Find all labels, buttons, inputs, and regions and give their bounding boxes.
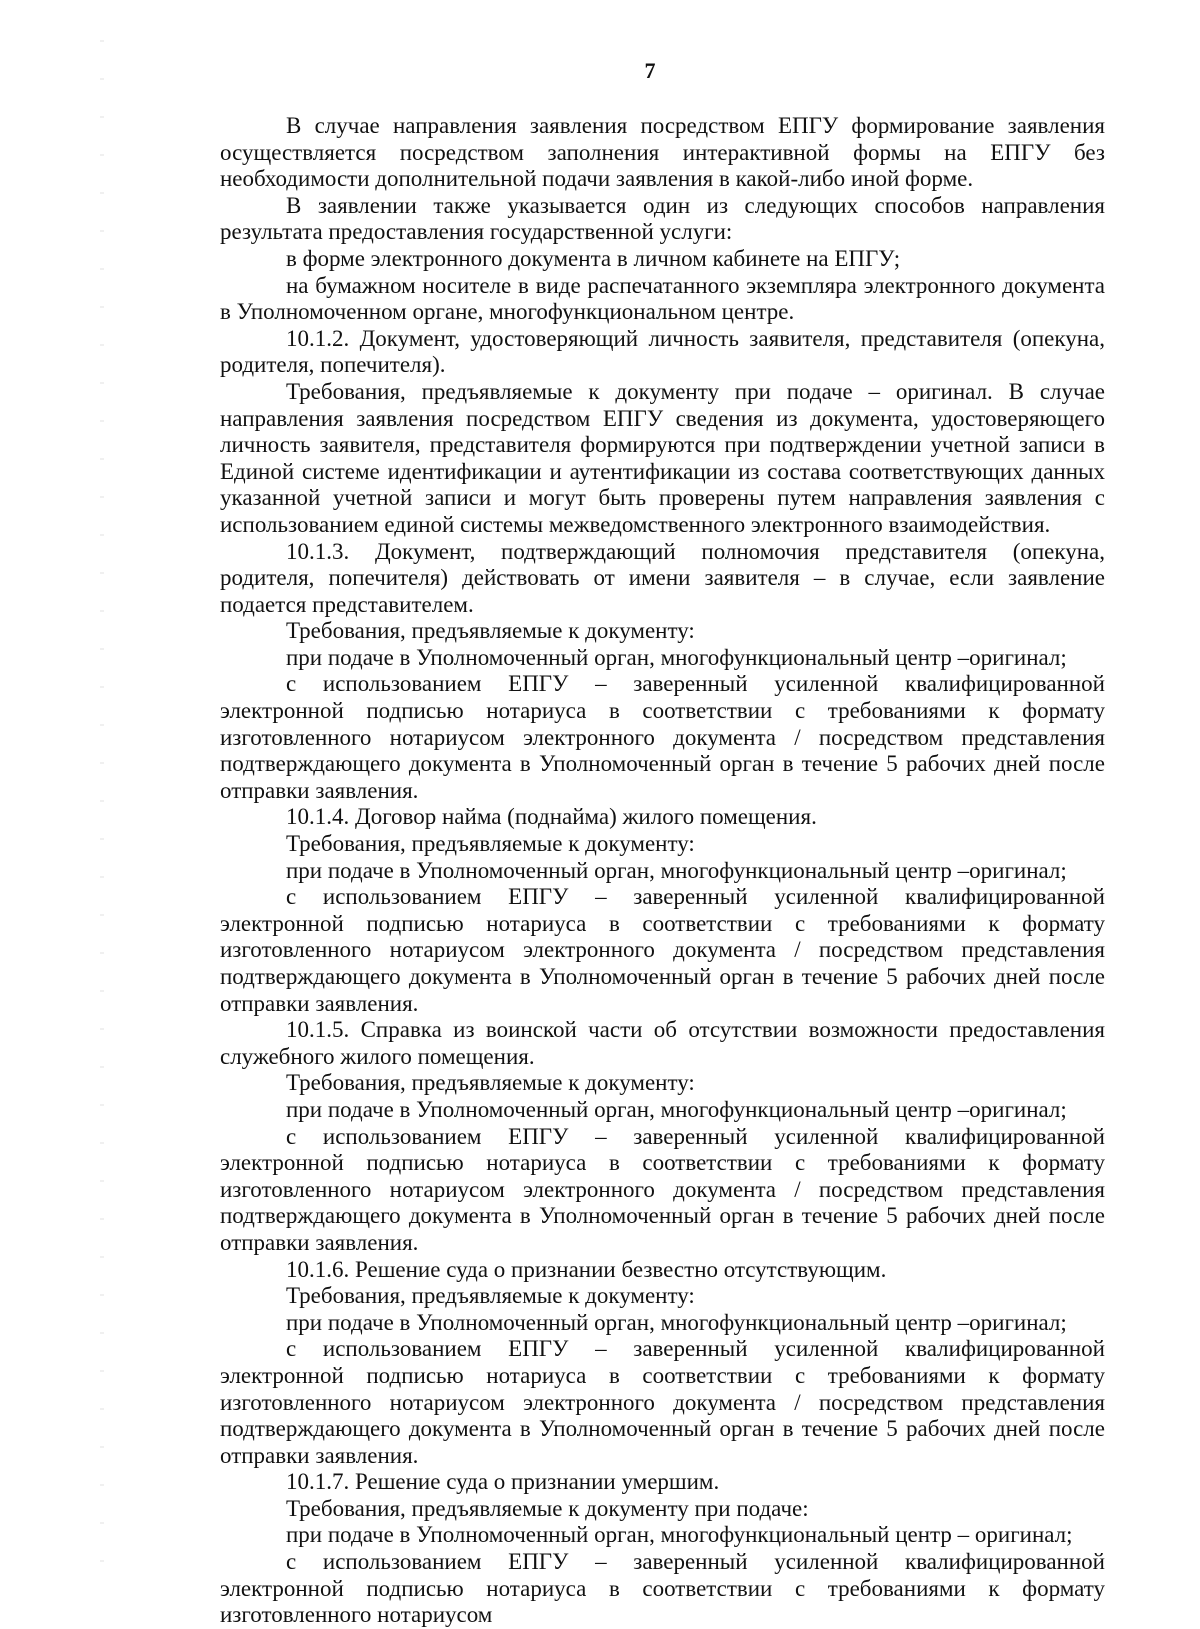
requirements-label: Требования, предъявляемые к документу: xyxy=(286,831,695,857)
scan-edge-artifact xyxy=(100,40,104,1570)
requirement-item: с использованием ЕПГУ – заверенный усиленной квалифицированной электронной подписью нотариуса в соответствии с требованиями к формату изготовленного нотариусом электронного документа / посредством представления подтверждающего документа в Уполномоченный орган в течение 5 рабочих дней после отправки заявления. xyxy=(220,671,1105,803)
section-heading-10-1-7: 10.1.7. Решение суда о признании умершим. xyxy=(286,1469,720,1495)
requirement-item: с использованием ЕПГУ – заверенный усиленной квалифицированной электронной подписью нотариуса в соответствии с требованиями к формату изготовленного нотариусом электронного документа / посредством представления подтверждающего документа в Уполномоченный орган в течение 5 рабочих дней после отправки заявления. xyxy=(220,1123,1105,1255)
requirements-label: Требования, предъявляемые к документу при подаче: xyxy=(286,1495,809,1521)
section-heading-10-1-6: 10.1.6. Решение суда о признании безвестно отсутствующим. xyxy=(286,1256,887,1282)
paragraph: В случае направления заявления посредством ЕПГУ формирование заявления осуществляется посредством заполнения интерактивной формы на ЕПГУ без необходимости дополнительной подачи заявления в какой-либо иной форме. xyxy=(220,113,1105,192)
requirement-item: с использованием ЕПГУ – заверенный усиленной квалифицированной электронной подписью нотариуса в соответствии с требованиями к формату изготовленного нотариусом xyxy=(220,1549,1105,1628)
paragraph: на бумажном носителе в виде распечатанного экземпляра электронного документа в Уполномоченном органе, многофункциональном центре. xyxy=(220,272,1105,325)
paragraph: в форме электронного документа в личном кабинете на ЕПГУ; xyxy=(286,245,901,271)
requirements-label: Требования, предъявляемые к документу: xyxy=(286,618,695,644)
requirements-label: Требования, предъявляемые к документу: xyxy=(286,1283,695,1309)
document-body xyxy=(220,113,1105,1629)
requirement-item: при подаче в Уполномоченный орган, многофункциональный центр –оригинал; xyxy=(286,857,1067,883)
section-heading-10-1-5: 10.1.5. Справка из воинской части об отсутствии возможности предоставления служебного жилого помещения. xyxy=(220,1017,1105,1069)
section-heading-10-1-4: 10.1.4. Договор найма (поднайма) жилого помещения. xyxy=(286,804,817,830)
requirement-item: при подаче в Уполномоченный орган, многофункциональный центр – оригинал; xyxy=(286,1522,1073,1548)
requirement-item: при подаче в Уполномоченный орган, многофункциональный центр –оригинал; xyxy=(286,644,1067,670)
section-heading-10-1-3: 10.1.3. Документ, подтверждающий полномочия представителя (опекуна, родителя, попечителя) действовать от имени заявителя – в случае, если заявление подается представителем. xyxy=(220,538,1105,617)
section-heading-10-1-2: 10.1.2. Документ, удостоверяющий личность заявителя, представителя (опекуна, родителя, попечителя). xyxy=(220,325,1105,378)
requirements-label: Требования, предъявляемые к документу: xyxy=(286,1070,695,1096)
paragraph: В заявлении также указывается один из следующих способов направления результата предоставления государственной услуги: xyxy=(220,192,1105,245)
requirement-item: с использованием ЕПГУ – заверенный усиленной квалифицированной электронной подписью нотариуса в соответствии с требованиями к формату изготовленного нотариусом электронного документа / посредством представления подтверждающего документа в Уполномоченный орган в течение 5 рабочих дней после отправки заявления. xyxy=(220,884,1105,1016)
requirement-item: с использованием ЕПГУ – заверенный усиленной квалифицированной электронной подписью нотариуса в соответствии с требованиями к формату изготовленного нотариусом электронного документа / посредством представления подтверждающего документа в Уполномоченный орган в течение 5 рабочих дней после отправки заявления. xyxy=(220,1336,1105,1468)
requirement-item: при подаче в Уполномоченный орган, многофункциональный центр –оригинал; xyxy=(286,1309,1067,1335)
paragraph: Требования, предъявляемые к документу при подаче – оригинал. В случае направления заявления посредством ЕПГУ сведения из документа, удостоверяющего личность заявителя, представителя формируются при подтверждении учетной записи в Единой системе идентификации и аутентификации из состава соответствующих данных указанной учетной записи и могут быть проверены путем направления заявления с использованием единой системы межведомственного электронного взаимодействия. xyxy=(220,378,1105,537)
page-number: 7 xyxy=(644,58,656,83)
requirement-item: при подаче в Уполномоченный орган, многофункциональный центр –оригинал; xyxy=(286,1096,1067,1122)
